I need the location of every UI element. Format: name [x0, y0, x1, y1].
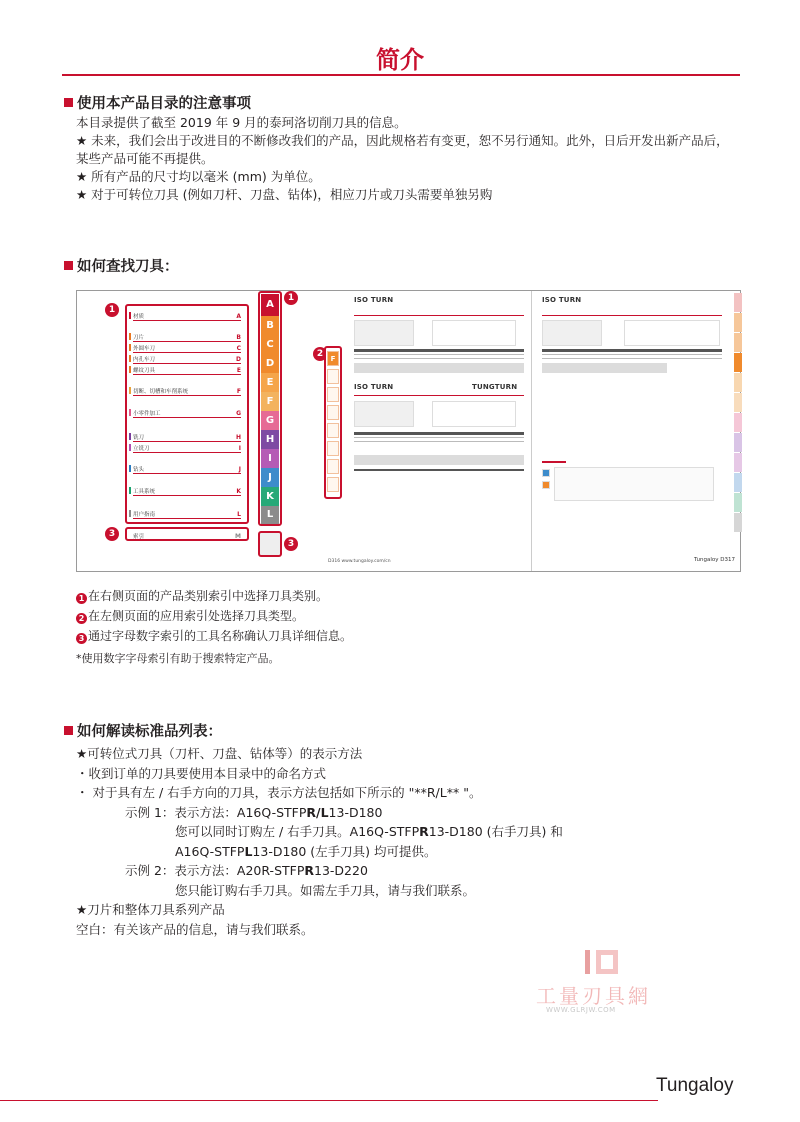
category-tab: D	[261, 354, 279, 373]
legend-item: 1 在右侧页面的产品类别索引中选择刀具类别。	[76, 586, 736, 606]
category-row: 内孔车刀 D	[133, 354, 241, 364]
insert-legend-rule	[542, 461, 566, 463]
catalog-spread	[316, 291, 742, 571]
category-color-bar	[129, 366, 131, 373]
legend-note: *使用数字字母索引有助于搜索特定产品。	[76, 652, 280, 665]
marker-3-right: 3	[284, 537, 298, 551]
header-rule	[354, 395, 524, 396]
legend-item: 2 在左侧页面的应用索引处选择刀具类型。	[76, 606, 736, 626]
application-index-selected: F	[327, 351, 339, 366]
table-header	[354, 432, 524, 435]
section-heading-notes	[64, 92, 251, 113]
category-tab: H	[261, 430, 279, 449]
page-title: 简介	[376, 46, 424, 74]
text-line: 空白：有关该产品的信息，请与我们联系。	[76, 921, 314, 937]
section-heading-text: 使用本产品目录的注意事项	[77, 96, 251, 112]
index-tab	[258, 531, 282, 557]
section-heading-text: 如何查找刀具：	[77, 259, 179, 275]
category-tab: K	[261, 487, 279, 506]
category-tab: L	[261, 506, 279, 524]
category-tab: I	[261, 449, 279, 468]
category-row: 材质 A	[133, 311, 241, 321]
insert-legend-blue	[542, 469, 550, 477]
category-tab-faded	[734, 433, 742, 452]
category-tab: B	[261, 316, 279, 335]
marker-1: 1	[105, 303, 119, 317]
category-tab-column	[258, 291, 282, 526]
category-tab-faded	[734, 453, 742, 472]
category-tab-faded	[734, 473, 742, 492]
category-tab-faded	[734, 373, 742, 392]
category-color-bar	[129, 312, 131, 319]
table-row	[542, 354, 722, 355]
category-color-bar	[129, 487, 131, 494]
category-tab-faded	[734, 413, 742, 432]
insert-legend-orange	[542, 481, 550, 489]
section-heading-read-list	[64, 720, 222, 741]
red-square-icon	[64, 726, 73, 735]
isoturn-logo: ISO TURN	[542, 296, 582, 304]
insert-icon-strip	[354, 455, 524, 465]
example-2: 示例 2：表示方法：A20R-STFPR13-D220	[125, 863, 368, 878]
category-index-page	[77, 291, 295, 571]
marker-3: 3	[105, 527, 119, 541]
category-row: 用户指南 L	[133, 509, 241, 519]
read-list-paragraph	[76, 744, 736, 939]
category-row: 外圆车刀 C	[133, 343, 241, 353]
example-1-desc: 您可以同时订购左 / 右手刀具。A16Q-STFPR13-D180 (右手刀具) 和	[175, 824, 563, 839]
category-tab: F	[261, 392, 279, 411]
table-header	[354, 349, 524, 352]
table-row	[542, 358, 722, 359]
category-color-bar	[129, 409, 131, 416]
notes-line: ★ 未来，我们会出于改进目的不断修改我们的产品，因此规格若有变更，恕不另行通知。此外，日后开发出新产品后，	[76, 133, 729, 148]
text-line: ・收到订单的刀具要使用本目录中的命名方式	[76, 765, 327, 781]
page-footer-right: Tungaloy D317	[694, 557, 735, 563]
category-color-bar	[129, 444, 131, 451]
find-tool-legend	[76, 586, 736, 646]
footer-rule	[0, 1100, 658, 1101]
category-row: 铣刀 H	[133, 432, 241, 442]
legend-item: 3 通过字母数字索引的工具名称确认刀具详细信息。	[76, 626, 736, 646]
text-line: ★刀片和整体刀具系列产品	[76, 902, 225, 917]
category-tab: G	[261, 411, 279, 430]
category-tab: C	[261, 335, 279, 354]
example-1-desc: A16Q-STFPL13-D180 (左手刀具) 均可提供。	[175, 843, 437, 859]
tool-drawing	[432, 401, 516, 427]
tool-image	[354, 401, 414, 427]
tool-image	[354, 320, 414, 346]
application-index-cell	[327, 441, 339, 456]
tool-drawing	[624, 320, 720, 346]
category-list	[125, 304, 249, 524]
application-index-cell	[327, 477, 339, 492]
notes-line: ★ 对于可转位刀具 (例如刀杆、刀盘、钻体)，相应刀片或刀头需要单独另购	[76, 187, 493, 202]
tool-drawing	[432, 320, 516, 346]
category-tab: E	[261, 373, 279, 392]
category-tab-faded	[734, 493, 742, 512]
notes-line: 某些产品可能不再提供。	[76, 151, 214, 166]
catalog-illustration	[76, 290, 741, 572]
table-row	[354, 358, 524, 359]
insert-table	[554, 467, 714, 501]
category-tab-faded	[734, 313, 742, 332]
table-row	[354, 441, 524, 442]
header-rule	[354, 315, 524, 316]
category-row: 刀片 B	[133, 332, 241, 342]
catalog-page-left	[324, 291, 532, 571]
notes-line: 本目录提供了截至 2019 年 9 月的泰珂洛切削刀具的信息。	[76, 115, 407, 130]
category-color-bar	[129, 333, 131, 340]
page-number-left: D316 www.tungaloy.com/cn	[328, 559, 391, 564]
section-heading-find-tool	[64, 255, 179, 276]
example-2-desc: 您只能订购右手刀具。如需左手刀具，请与我们联系。	[175, 882, 476, 898]
watermark-text: 工量刃具網	[536, 984, 651, 1008]
marker-2: 2	[313, 347, 327, 361]
tool-image	[542, 320, 602, 346]
table-footer	[354, 469, 524, 471]
table-header	[542, 349, 722, 352]
header-rule	[542, 315, 722, 316]
red-square-icon	[64, 261, 73, 270]
marker-1-right: 1	[284, 291, 298, 305]
watermark-url: WWW.GLRJW.COM	[546, 1006, 616, 1014]
index-row-box	[125, 527, 249, 541]
category-tab-faded	[734, 293, 742, 312]
index-row: 索引 M	[133, 533, 241, 540]
tungturn-logo: TUNGTURN	[472, 383, 518, 391]
title-divider	[62, 74, 740, 76]
category-color-bar	[129, 465, 131, 472]
isoturn-logo: ISO TURN	[354, 296, 394, 304]
notes-paragraph	[76, 114, 736, 204]
section-heading-text: 如何解读标准品列表：	[77, 724, 222, 740]
category-color-bar	[129, 510, 131, 517]
application-index-cell	[327, 459, 339, 474]
application-index-cell	[327, 369, 339, 384]
category-tab-faded	[734, 393, 742, 412]
application-index-cell	[327, 405, 339, 420]
text-line: ★可转位式刀具（刀杆、刀盘、钻体等）的表示方法	[76, 746, 363, 761]
category-row: 切断、切槽和车削系统 F	[133, 386, 241, 396]
notes-line: ★ 所有产品的尺寸均以毫米 (mm) 为单位。	[76, 169, 321, 184]
category-tab: A	[261, 294, 279, 316]
category-color-bar	[129, 387, 131, 394]
insert-icon-strip	[542, 363, 667, 373]
category-tab-faded	[734, 513, 742, 532]
category-row: 小零件加工 G	[133, 408, 241, 418]
application-index-column	[324, 346, 342, 499]
category-color-bar	[129, 355, 131, 362]
category-row: 立铣刀 I	[133, 443, 241, 453]
category-color-bar	[129, 433, 131, 440]
example-1: 示例 1：表示方法：A16Q-STFPR/L13-D180	[125, 804, 383, 820]
red-square-icon	[64, 98, 73, 107]
category-row: 螺纹刀具 E	[133, 365, 241, 375]
category-tab: J	[261, 468, 279, 487]
text-line: ・ 对于具有左 / 右手方向的刀具，表示方法包括如下所示的 "**R/L** "。	[76, 785, 482, 800]
category-row: 钻头 J	[133, 464, 241, 474]
isoturn-logo: ISO TURN	[354, 383, 394, 391]
category-tab-active	[734, 353, 742, 372]
category-tab-faded	[734, 333, 742, 352]
watermark-logo	[582, 948, 622, 978]
insert-icon-strip	[354, 363, 524, 373]
category-color-bar	[129, 344, 131, 351]
category-row: 工具系统 K	[133, 486, 241, 496]
catalog-page-right	[534, 291, 742, 571]
brand-footer: Tungaloy	[656, 1075, 734, 1096]
table-row	[354, 354, 524, 355]
application-index-cell	[327, 423, 339, 438]
application-index-cell	[327, 387, 339, 402]
table-row	[354, 437, 524, 438]
